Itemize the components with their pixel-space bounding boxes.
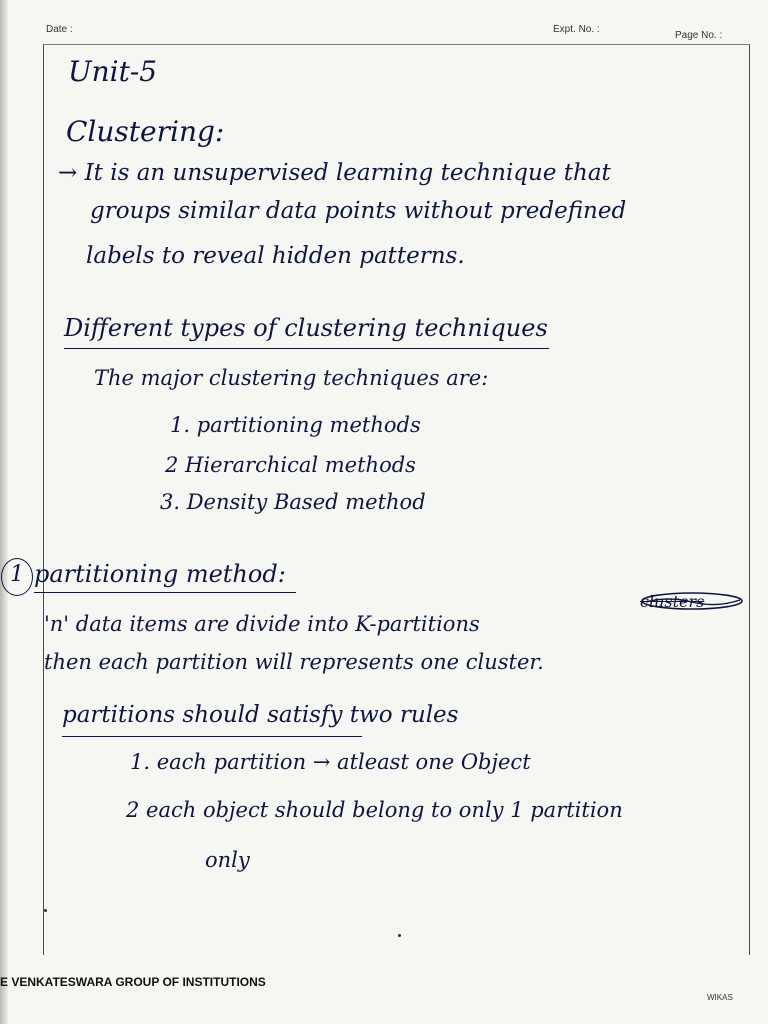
heading-partitioning-underline bbox=[34, 592, 296, 593]
technique-item-1: 1. partitioning methods bbox=[170, 413, 421, 437]
page-binding-edge bbox=[0, 0, 8, 1024]
struck-word: clusters bbox=[640, 592, 705, 611]
major-techniques-intro: The major clustering techniques are: bbox=[94, 366, 489, 390]
ink-dot bbox=[398, 934, 401, 937]
rule-item-2-continued: only bbox=[205, 848, 250, 872]
rule-item-2: 2 each object should belong to only 1 partition bbox=[126, 798, 623, 822]
unit-title: Unit-5 bbox=[68, 55, 158, 88]
heading-clustering: Clustering: bbox=[66, 115, 225, 148]
definition-line-3: labels to reveal hidden patterns. bbox=[86, 243, 465, 269]
heading-types: Different types of clustering techniques bbox=[64, 314, 548, 342]
page-no-label: Page No. : bbox=[675, 30, 723, 41]
brand-mark: WIKAS bbox=[707, 993, 733, 1002]
expt-no-label: Expt. No. : bbox=[553, 24, 600, 35]
heading-types-underline bbox=[64, 348, 549, 349]
partition-line-1: 'n' data items are divide into K-partitions bbox=[44, 612, 480, 636]
section-number: 1 bbox=[10, 562, 24, 587]
definition-line-1: → It is an unsupervised learning technique that bbox=[58, 160, 611, 186]
ink-dot bbox=[44, 909, 47, 912]
technique-item-3: 3. Density Based method bbox=[160, 490, 426, 514]
rules-heading: partitions should satisfy two rules bbox=[62, 702, 459, 728]
rules-heading-underline bbox=[62, 736, 362, 737]
date-label: Date : bbox=[46, 24, 73, 35]
technique-item-2: 2 Hierarchical methods bbox=[165, 453, 416, 477]
strike-scribble bbox=[638, 590, 746, 612]
institution-name: E VENKATESWARA GROUP OF INSTITUTIONS bbox=[0, 975, 266, 989]
partition-line-2: then each partition will represents one cluster. bbox=[44, 650, 544, 674]
definition-line-2: groups similar data points without predefined bbox=[90, 198, 627, 224]
heading-partitioning: partitioning method: bbox=[34, 560, 286, 588]
rule-item-1: 1. each partition → atleast one Object bbox=[130, 750, 531, 774]
